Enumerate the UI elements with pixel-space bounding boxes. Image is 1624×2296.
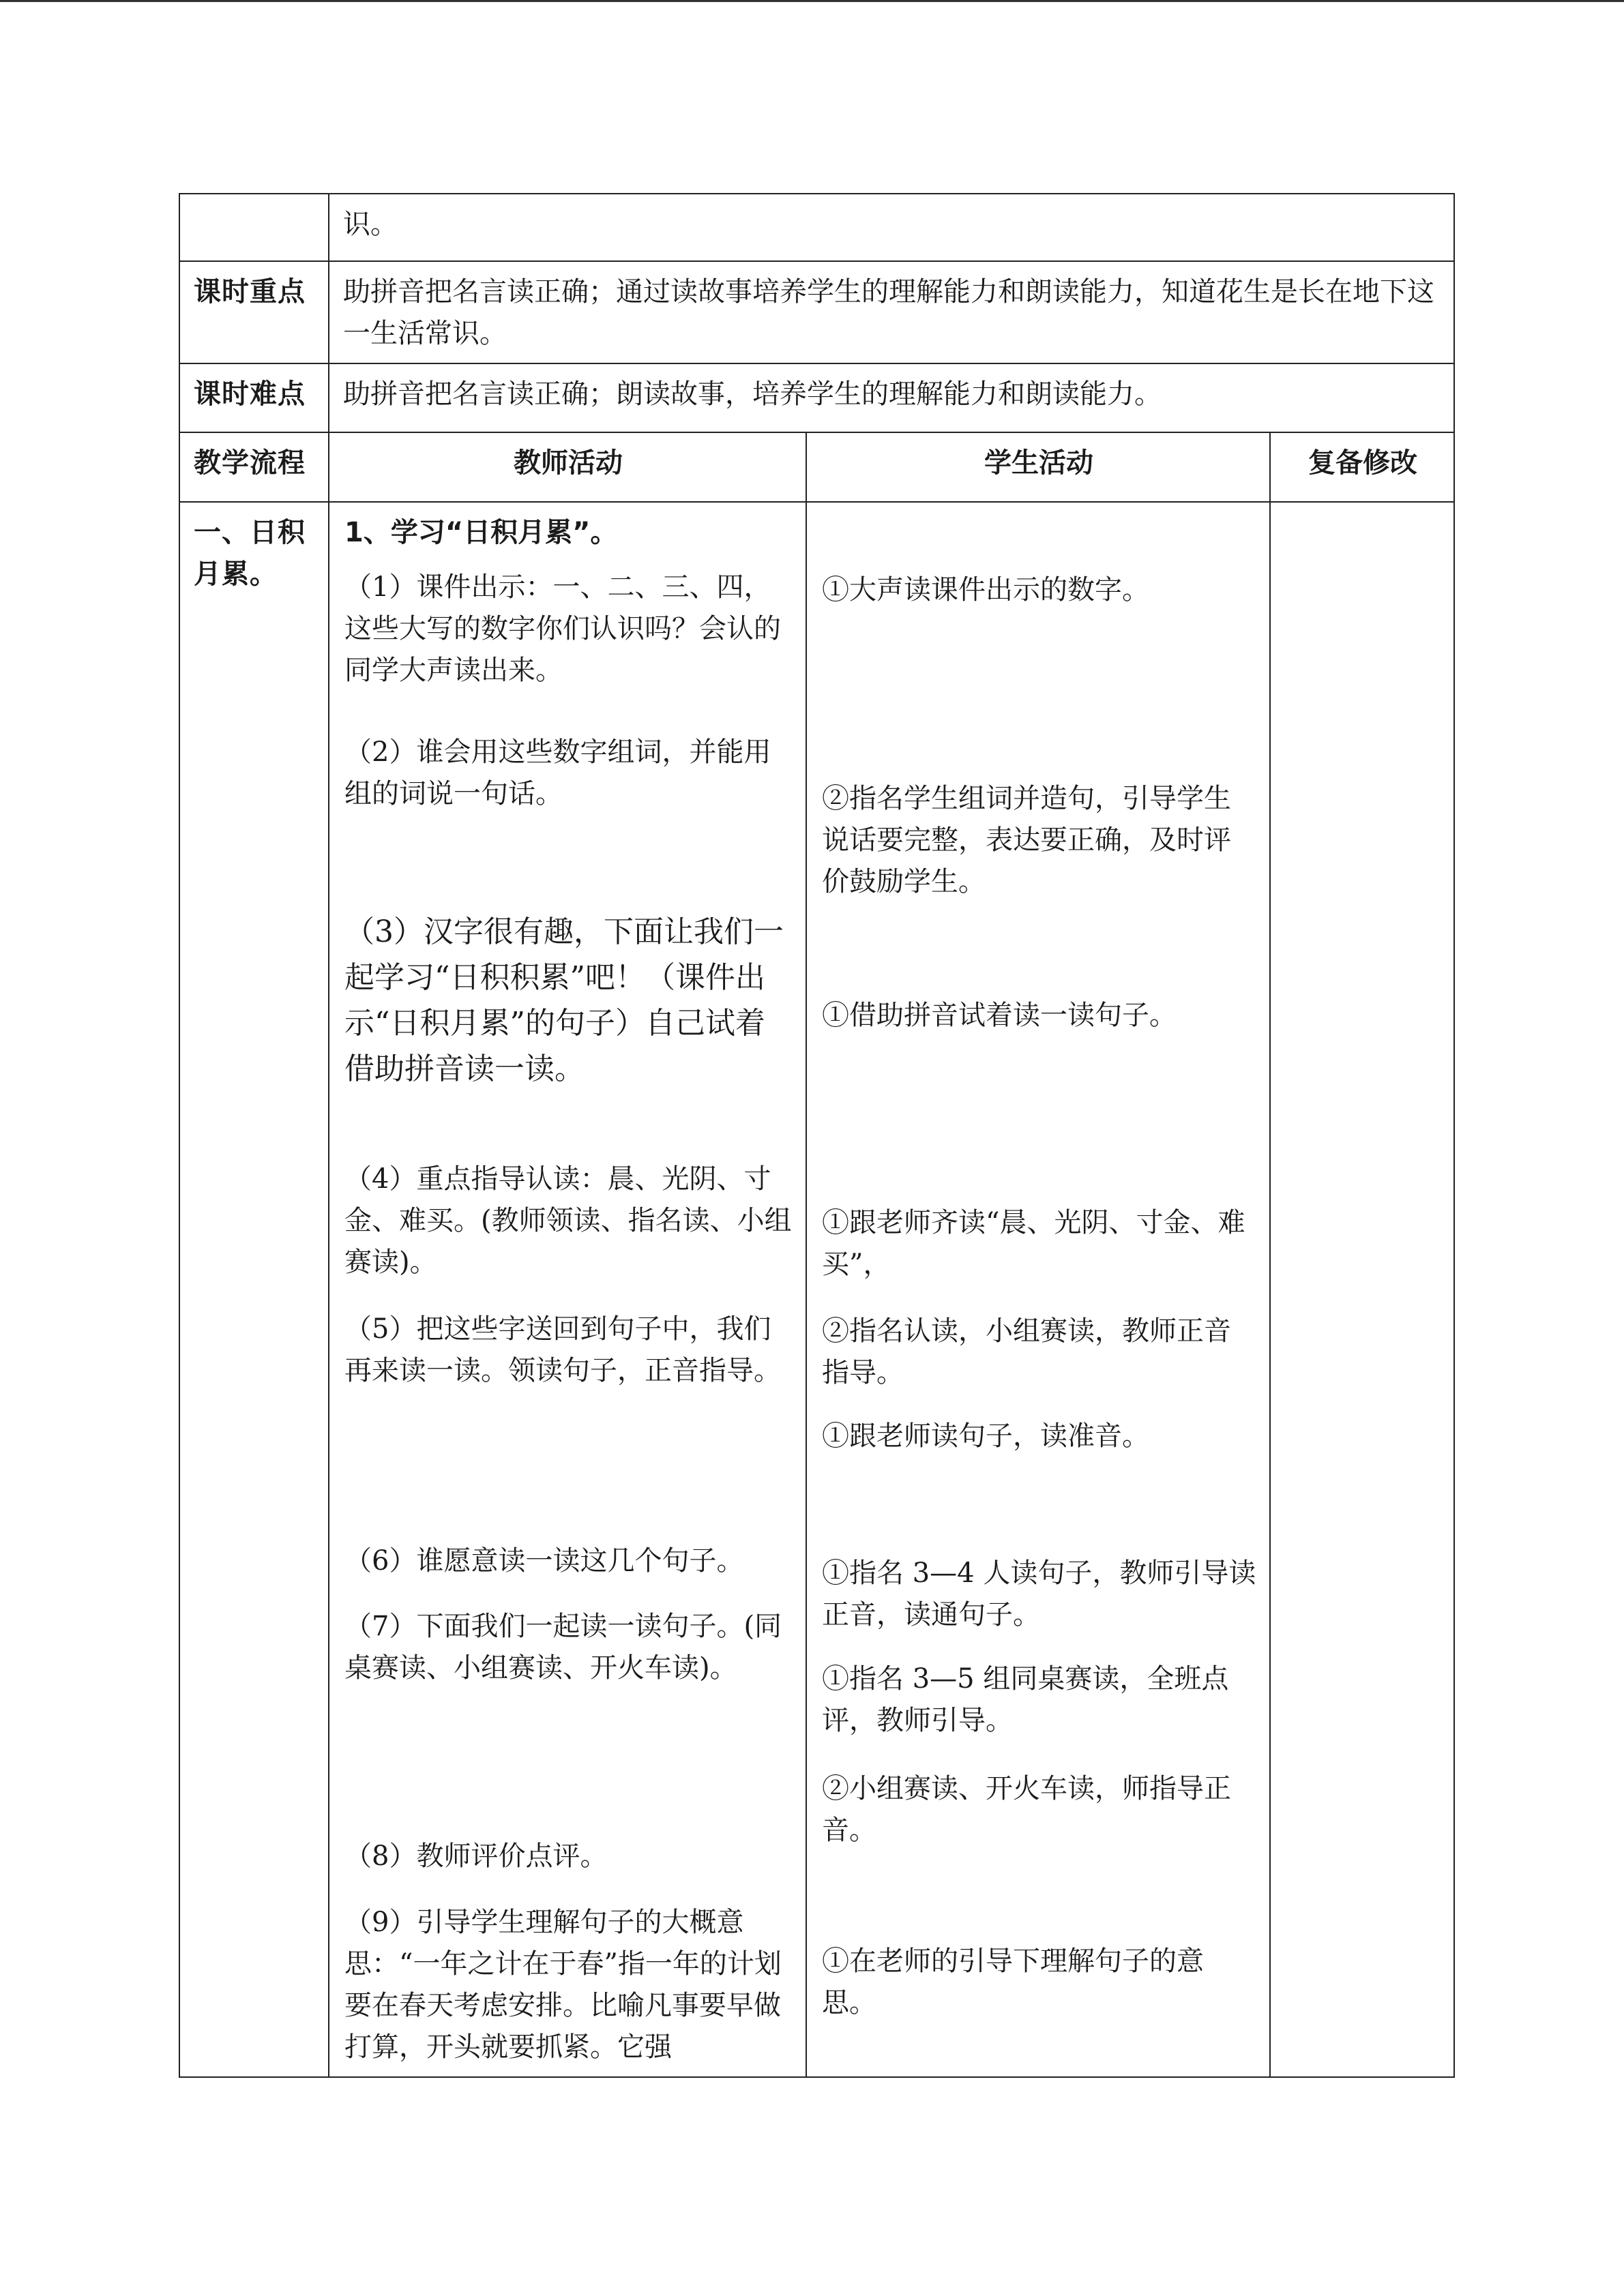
- revision-cell: [1270, 502, 1454, 2077]
- teacher-item: （4）重点指导认读：晨、光阴、寸金、难买。(教师领读、指名读、小组赛读)。: [344, 1163, 792, 1278]
- student-activity-cell: [806, 502, 1270, 2077]
- student-item: ①指名 3—5 组同桌赛读，全班点评，教师引导。: [822, 1663, 1229, 1736]
- teacher-item: （7）下面我们一起读一读句子。(同桌赛读、小组赛读、开火车读)。: [344, 1611, 782, 1684]
- teacher-item: 1、学习“日积月累”。: [344, 517, 618, 548]
- key-point-text: 助拼音把名言读正确；通过读故事培养学生的理解能力和朗读能力，知道花生是长在地下这一生活常识。: [329, 261, 1454, 363]
- empty-label-cell: [179, 194, 329, 261]
- teacher-item: （6）谁愿意读一读这几个句子。: [344, 1545, 744, 1577]
- section-row: [179, 502, 1454, 2077]
- teacher-item: （2）谁会用这些数字组词，并能用组的词说一句话。: [344, 736, 771, 809]
- key-point-label: 课时重点: [179, 261, 329, 363]
- teacher-item: （3）汉字很有趣，下面让我们一起学习“日积积累”吧！（课件出示“日积月累”的句子）自己试着借助拼音读一读。: [344, 914, 784, 1086]
- header-student-activity: 学生活动: [806, 432, 1270, 502]
- header-process: 教学流程: [179, 432, 329, 502]
- header-teacher-activity: 教师活动: [329, 432, 806, 502]
- student-item: ①在老师的引导下理解句子的意思。: [822, 1945, 1204, 2018]
- header-revision: 复备修改: [1270, 432, 1454, 502]
- difficulty-row: [179, 363, 1454, 432]
- student-item: ①指名 3—4 人读句子，教师引导读正音，读通句子。: [822, 1557, 1256, 1630]
- student-item: ①借助拼音试着读一读句子。: [822, 1000, 1177, 1031]
- difficulty-text: 助拼音把名言读正确；朗读故事，培养学生的理解能力和朗读能力。: [329, 363, 1454, 432]
- student-item: ②指名学生组词并造句，引导学生说话要完整，表达要正确，及时评价鼓励学生。: [822, 783, 1231, 897]
- teacher-item: （5）把这些字送回到句子中，我们再来读一读。领读句子，正音指导。: [344, 1313, 781, 1386]
- table-header-row: [179, 432, 1454, 502]
- student-item: ②指名认读，小组赛读，教师正音指导。: [822, 1315, 1231, 1388]
- student-item: ①跟老师读句子，读准音。: [822, 1420, 1149, 1452]
- lesson-plan-table: [179, 193, 1455, 2078]
- difficulty-label: 课时难点: [179, 363, 329, 432]
- continuation-row: [179, 194, 1454, 261]
- page-top-border: [0, 0, 1624, 2]
- section-title: 一、日积月累。: [179, 502, 329, 2077]
- teacher-activity-cell: [329, 502, 806, 2077]
- student-item: ②小组赛读、开火车读，师指导正音。: [822, 1773, 1231, 1846]
- teacher-item: （8）教师评价点评。: [344, 1840, 608, 1872]
- student-item: ①大声读课件出示的数字。: [822, 574, 1149, 606]
- student-item: ①跟老师齐读“晨、光阴、寸金、难买”，: [822, 1207, 1245, 1280]
- continuation-text: 识。: [329, 194, 1454, 261]
- key-point-row: [179, 261, 1454, 363]
- teacher-item: （9）引导学生理解句子的大概意思：“一年之计在于春”指一年的计划要在春天考虑安排。比喻凡事要早做打算，开头就要抓紧。它强: [344, 1907, 782, 2063]
- teacher-item: （1）课件出示：一、二、三、四，这些大写的数字你们认识吗？会认的同学大声读出来。: [344, 571, 781, 686]
